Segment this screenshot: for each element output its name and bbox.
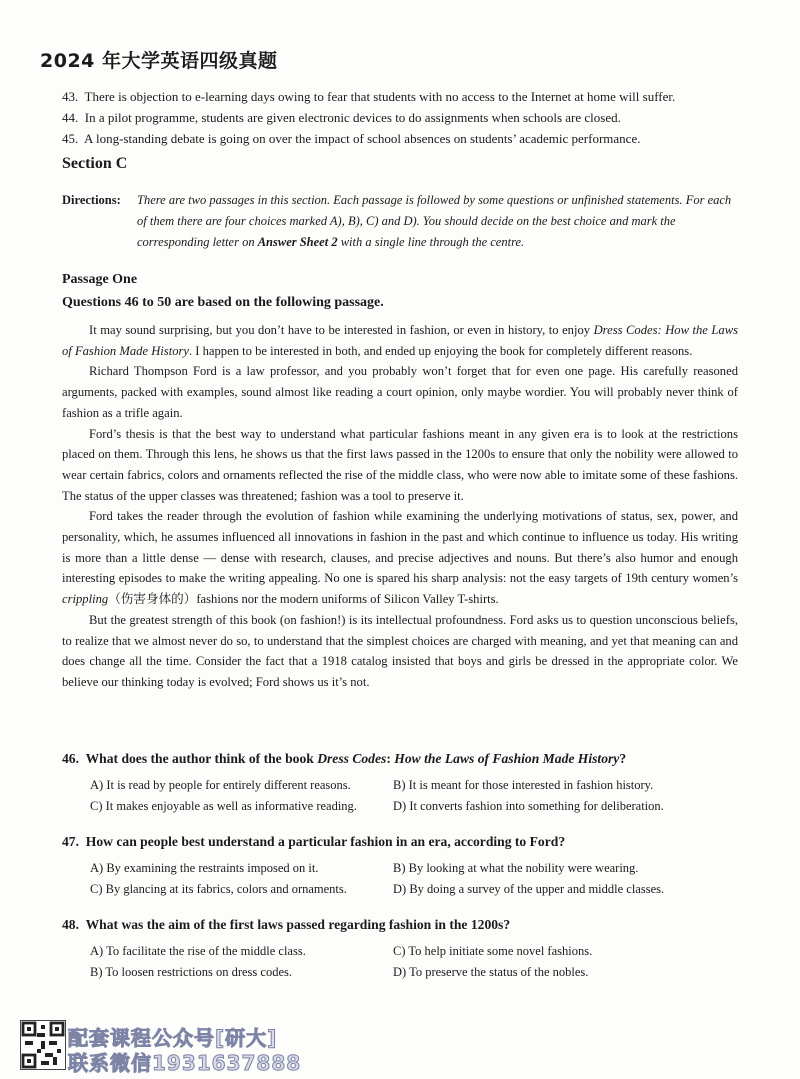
list-item — [62, 86, 762, 107]
item-number: 45. — [62, 131, 79, 146]
question-stem: 48. What was the aim of the first laws passed regarding fashion in the 1200s? — [62, 917, 511, 932]
question-stem: 46. What does the author think of the book Dress Codes: How the Laws of Fashion Made History? — [62, 751, 627, 766]
footer-watermark — [20, 1020, 420, 1075]
option-d[interactable]: D) By doing a survey of the upper and middle classes. — [393, 882, 665, 896]
option-d[interactable]: D) To preserve the status of the nobles. — [393, 965, 589, 979]
question-46 — [62, 751, 752, 817]
question-48 — [62, 917, 752, 983]
section-title: Section C — [62, 155, 128, 172]
footer-line-2: 联系微信1931637888 — [68, 1051, 302, 1075]
paragraph: But the greatest strength of this book (on fashion!) is its intellectual profoundness. Ford asks us to question unconscious beliefs, to realize that we almost never do so, to understand that the simplest choices are charged with meaning, and yet that meaning can and does change all the time. Consider the fact that a 1918 catalog insisted that boys and girls be dressed in the appropriate color. We believe our thinking today is evolved; Ford shows us it’s not. — [62, 612, 738, 689]
item-text: A long-standing debate is going on over the impact of school absences on students’ academic performance. — [84, 131, 641, 146]
page-header-title: 2024 年大学英语四级真题 — [40, 50, 278, 72]
book-title: Dress Codes: How the Laws of Fashion Made History — [62, 323, 738, 358]
passage-subtitle: Questions 46 to 50 are based on the following passage. — [62, 295, 384, 310]
paragraph: Ford’s thesis is that the best way to understand what particular fashions meant in any given era is to look at the restrictions placed on them. Through this lens, he shows us that the first laws passed in the 1200s to ensure that only the nobility were allowed to wear certain fabrics, colors and ornaments reflected the rise of the middle class, who were now able to imitate some of these fashions. The status of the upper classes was threatened; fashion was a tool to preserve it. — [62, 426, 738, 503]
item-text: There is objection to e-learning days owing to fear that students with no access to the Internet at home will suffer. — [84, 89, 676, 104]
option-b[interactable]: B) By looking at what the nobility were wearing. — [393, 861, 639, 875]
passage-title: Passage One — [62, 272, 138, 287]
qr-code-icon — [20, 1020, 66, 1070]
item-text: In a pilot programme, students are given electronic devices to do assignments when schools are closed. — [84, 110, 621, 125]
footer-line-1: 配套课程公众号[研大] — [68, 1026, 278, 1050]
answer-sheet-ref: Answer Sheet 2 — [257, 235, 338, 249]
vocab-gloss: （伤害身体的） — [108, 592, 197, 607]
option-a[interactable]: A) To facilitate the rise of the middle class. — [90, 944, 306, 958]
item-number: 44. — [62, 110, 79, 125]
list-item — [62, 107, 762, 128]
item-number: 43. — [62, 89, 79, 104]
previous-items-list — [62, 86, 762, 149]
options — [90, 775, 752, 817]
paragraph: Richard Thompson Ford is a law professor, and you probably won’t forget that for even one page. His carefully reasoned arguments, packed with examples, sound almost like reading a court opinion, only maybe wordier. You will probably never think of fashion as a trifle again. — [62, 364, 738, 420]
directions-text: There are two passages in this section. Each passage is followed by some questions or unfinished statements. For each of them there are four choices marked A), B), C) and D). You should decide on the best choice and mark the corresponding letter on Answer Sheet 2 with a single line through the centre. — [137, 193, 732, 249]
vocab-word: crippling — [62, 592, 109, 607]
question-47 — [62, 834, 752, 900]
option-a[interactable]: A) By examining the restraints imposed on it. — [90, 861, 319, 875]
paragraph: It may sound surprising, but you don’t have to be interested in fashion, or even in history, to enjoy Dress Codes: How the Laws of Fashion Made History. I happen to be interested in both, and ended up enjoying the book for completely different reasons. — [62, 323, 738, 358]
passage-body — [62, 320, 738, 693]
options — [90, 858, 752, 900]
option-d[interactable]: D) It converts fashion into something for deliberation. — [393, 799, 664, 813]
option-c[interactable]: C) By glancing at its fabrics, colors and ornaments. — [90, 882, 347, 896]
option-c[interactable]: C) To help initiate some novel fashions. — [393, 944, 593, 958]
options — [90, 941, 752, 983]
paragraph: Ford takes the reader through the evolution of fashion while examining the underlying motivations of status, sex, power, and personality, which, he assumes influenced all innovations in fashion in the past and which continue to influence us today. His writing is more than a little dense — dense with research, clauses, and precise adjectives and nouns. But there’s also humor and enough interesting episodes to make the writing appealing. No one is spared his sharp analysis: not the easy targets of 19th century women’s crippling（伤害身体的）fashions nor the modern uniforms of Silicon Valley T-shirts. — [62, 509, 738, 607]
directions — [62, 190, 736, 253]
option-c[interactable]: C) It makes enjoyable as well as informative reading. — [90, 799, 357, 813]
option-a[interactable]: A) It is read by people for entirely different reasons. — [90, 778, 351, 792]
question-stem: 47. How can people best understand a particular fashion in an era, according to Ford? — [62, 834, 566, 849]
option-b[interactable]: B) It is meant for those interested in fashion history. — [393, 778, 654, 792]
option-b[interactable]: B) To loosen restrictions on dress codes. — [90, 965, 292, 979]
list-item — [62, 128, 762, 149]
directions-label: Directions: — [62, 193, 121, 207]
